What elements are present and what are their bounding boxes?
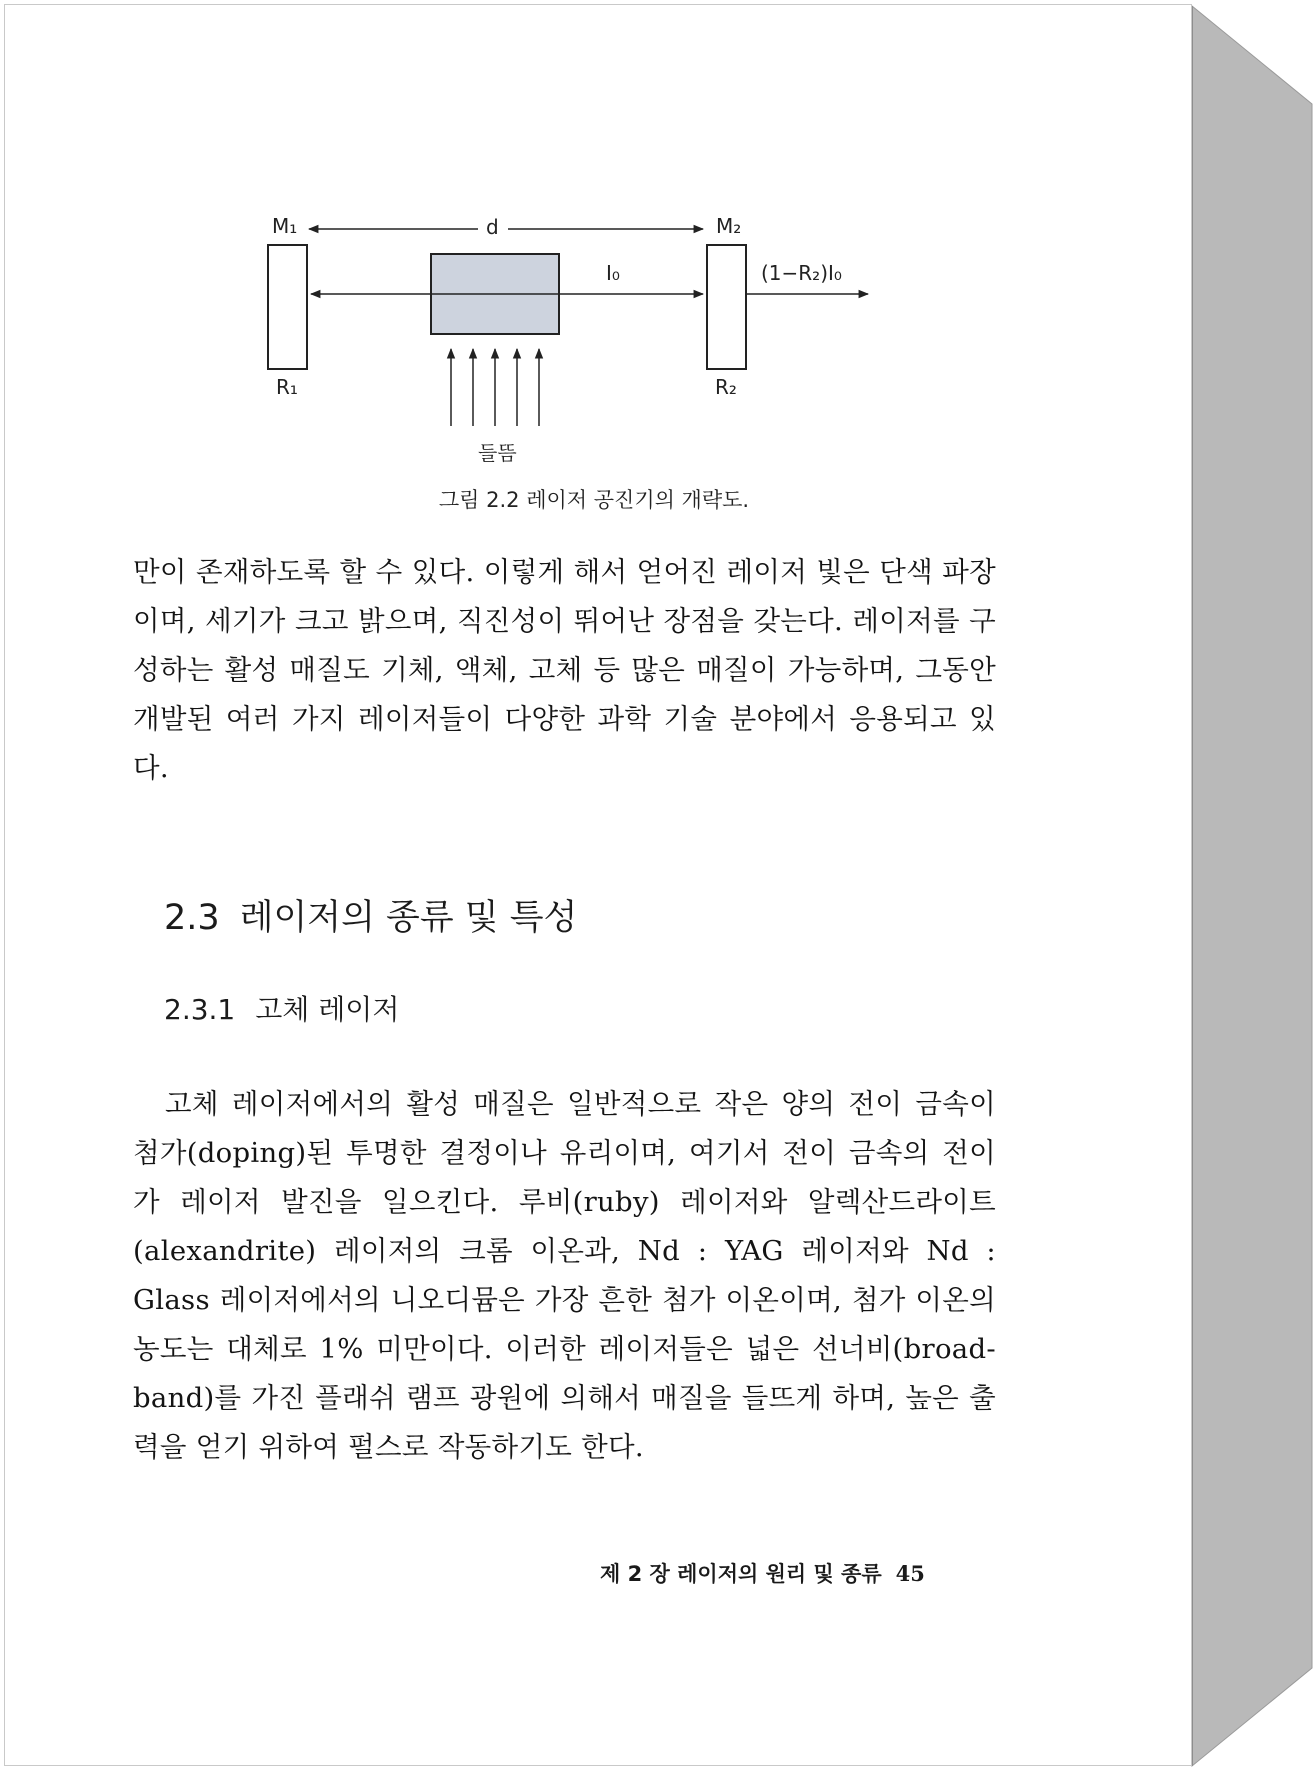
page-number: 45: [895, 1561, 925, 1586]
label-m1: M₁: [272, 214, 298, 238]
mirror-m1: [268, 245, 307, 369]
pump-arrows: [451, 349, 539, 426]
section-heading: [164, 890, 597, 940]
paragraph-solid-state-laser: 고체 레이저에서의 활성 매질은 일반적으로 작은 양의 전이 금속이 첨가(doping)된 투명한 결정이나 유리이며, 여기서 전이 금속의 전이가 레이저 발진을 일으킨다. 루비(ruby) 레이저와 알렉산드라이트(alexandrite) 레이저의 크롬 이온과, Nd : YAG 레이저와 Nd : Glass 레이저에서의 니오디뮴은 가장 흔한 첨가 이온이며, 첨가 이온의 농도는 대체로 1% 미만이다. 이러한 레이저들은 넓은 선너비(broad- band)를 가진 플래쉬 램프 광원에 의해서 매질을 들뜨게 하며, 높은 출력을 얻기 위하여 펄스로 작동하기도 한다.: [133, 1088, 996, 1463]
label-i0: I₀: [606, 261, 620, 285]
label-pump: 들뜸: [478, 441, 517, 465]
subsection-heading: [164, 988, 419, 1028]
label-r2: R₂: [715, 375, 737, 399]
label-m2: M₂: [716, 214, 742, 238]
label-output: (1−R₂)I₀: [761, 261, 842, 285]
section-title: 레이저의 종류 및 특성: [239, 898, 578, 938]
section-number: 2.3: [164, 898, 220, 938]
subsection-title: 고체 레이저: [255, 993, 400, 1026]
page-footer: [600, 1558, 925, 1588]
mirror-m2: [707, 245, 746, 369]
chapter-running-title: 제 2 장 레이저의 원리 및 종류: [600, 1562, 882, 1586]
subsection-number: 2.3.1: [164, 993, 236, 1026]
label-d: d: [486, 215, 499, 239]
paragraph-continuation: 만이 존재하도록 할 수 있다. 이렇게 해서 얻어진 레이저 빛은 단색 파장이며, 세기가 크고 밝으며, 직진성이 뛰어난 장점을 갖는다. 레이저를 구성하는 활성 매질도 기체, 액체, 고체 등 많은 매질이 가능하며, 그동안 개발된 여러 가지 레이저들이 다양한 과학 기술 분야에서 응용되고 있다.: [133, 556, 996, 784]
label-r1: R₁: [276, 375, 298, 399]
figure-caption: 그림 2.2 레이저 공진기의 개략도.: [438, 488, 750, 512]
